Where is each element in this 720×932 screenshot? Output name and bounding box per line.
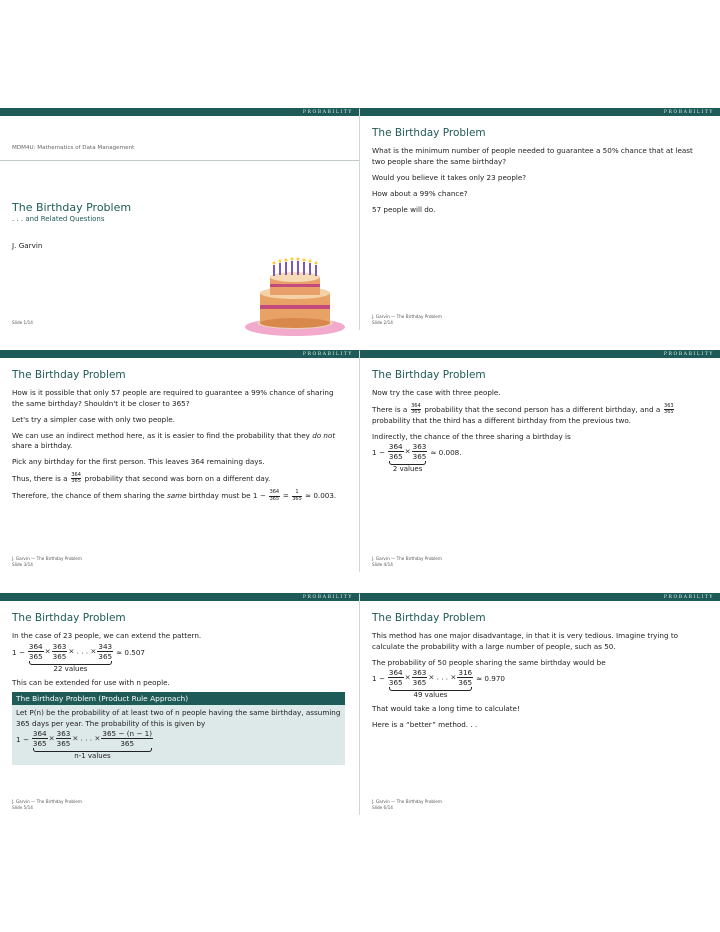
header-label: PROBABILITY xyxy=(302,595,353,600)
divider xyxy=(0,160,359,161)
theorem-text: Let P(n) be the probability of at least two of n people having the same birthday, assuming 365 days per year. The probability of this is given by xyxy=(16,708,341,728)
paragraph: Pick any birthday for the first person. This leaves 364 remaining days. xyxy=(12,457,265,466)
slide-number: Slide 3/14 xyxy=(12,561,33,567)
slide-4 xyxy=(360,350,720,572)
paragraph: In the case of 23 people, we can extend the pattern. xyxy=(12,631,202,640)
paragraph: How is it possible that only 57 people are required to guarantee a 99% chance of sharing the same birthday? Shouldn't it be closer to 365? xyxy=(12,388,334,408)
slide-5 xyxy=(0,593,360,815)
slide-6 xyxy=(360,593,720,815)
brace-label: 2 values xyxy=(392,465,423,474)
equation: 1 − $\frac{364}{365}$ × $\frac{363}{365}$ × . . . × $\frac{316}{365}$ 49 values ≈ 0.970 xyxy=(372,668,506,699)
slide-number: Slide 6/14 xyxy=(372,804,393,810)
header-label: PROBABILITY xyxy=(663,110,714,115)
footer-author: J. Garvin — The Birthday Problem xyxy=(12,556,82,561)
fraction: $\frac{364}{365}$ xyxy=(71,472,81,485)
slide-footer xyxy=(372,314,442,325)
slide-title: The Birthday Problem xyxy=(372,369,486,381)
slide-number: Slide 4/14 xyxy=(372,561,393,567)
paragraph: That would take a long time to calculate! xyxy=(372,704,520,713)
paragraph: Therefore, the chance of them sharing the same birthday must be 1 − $\frac{364}{365}$ = $\frac{1}{365}$ ≈ 0.003. xyxy=(12,489,337,502)
slide-title: The Birthday Problem xyxy=(372,127,486,139)
header-label: PROBABILITY xyxy=(302,110,353,115)
slide-footer xyxy=(372,556,442,567)
footer-author: J. Garvin — The Birthday Problem xyxy=(372,556,442,561)
paragraph: There is a $\frac{364}{365}$ probability that the second person has a different birthday, and a $\frac{363}{365}$ probability that the third has a different birthday from the previous two. xyxy=(372,403,674,425)
footer-author: J. Garvin — The Birthday Problem xyxy=(12,799,82,804)
slide-footer xyxy=(12,556,82,567)
equation: 1 − $\frac{364}{365}$ × $\frac{363}{365}$ × . . . × $\frac{343}{365}$ 22 values ≈ 0.507 xyxy=(12,641,146,673)
theorem-box xyxy=(12,692,345,765)
brace-label: n-1 values xyxy=(74,752,111,760)
paragraph: Let's try a simpler case with only two people. xyxy=(12,414,175,424)
brace-label: 22 values xyxy=(53,664,88,673)
fraction: $\frac{364}{365}$ xyxy=(411,403,421,416)
birthday-cake-image xyxy=(242,257,348,337)
fraction: $\frac{1}{365}$ xyxy=(292,489,302,502)
paragraph: We can use an indirect method here, as it is easier to find the probability that they do not share a birthday. xyxy=(12,430,336,450)
paragraph: Now try the case with three people. xyxy=(372,388,501,397)
slide-number: Slide 1/14 xyxy=(12,319,33,325)
fraction: $\frac{363}{365}$ xyxy=(664,403,674,416)
slide-title: The Birthday Problem xyxy=(372,612,486,624)
paragraph: What is the minimum number of people needed to guarantee a 50% chance that at least two people share the same birthday? xyxy=(372,146,693,166)
footer-author: J. Garvin — The Birthday Problem xyxy=(372,314,442,319)
slide-footer xyxy=(12,320,33,326)
author: J. Garvin xyxy=(12,241,43,250)
paragraph: Indirectly, the chance of the three sharing a birthday is xyxy=(372,431,571,441)
slide-3 xyxy=(0,350,360,572)
paragraph: Would you believe it takes only 23 people? xyxy=(372,172,527,182)
slide-2 xyxy=(360,108,720,330)
slide-footer xyxy=(372,799,442,810)
slide-number: Slide 2/14 xyxy=(372,319,393,325)
slide-1 xyxy=(0,108,360,330)
equation: 1 − $\frac{364}{365}$ × $\frac{363}{365}$ 2 values ≈ 0.008. xyxy=(372,442,462,474)
slide-title: The Birthday Problem xyxy=(12,369,126,381)
paragraph: 57 people will do. xyxy=(372,204,436,214)
fraction: $\frac{364}{365}$ xyxy=(269,489,280,502)
header-label: PROBABILITY xyxy=(302,352,353,357)
paragraph: Thus, there is a $\frac{364}{365}$ probability that second was born on a different day. xyxy=(12,472,271,485)
theorem-title: The Birthday Problem (Product Rule Approach) xyxy=(12,692,345,705)
course-name: MDM4U: Mathematics of Data Management xyxy=(12,145,135,151)
slide-title: The Birthday Problem xyxy=(12,612,126,624)
presentation-title: The Birthday Problem xyxy=(12,201,132,214)
slide-number: Slide 5/14 xyxy=(12,804,33,810)
paragraph: The probability of 50 people sharing the same birthday would be xyxy=(372,657,606,667)
header-label: PROBABILITY xyxy=(663,352,714,357)
paragraph: How about a 99% chance? xyxy=(372,188,468,198)
paragraph: This method has one major disadvantage, in that it is very tedious. Imagine trying to calculate the probability with a large number of people, such as 50. xyxy=(372,631,679,651)
brace-label: 49 values xyxy=(413,691,448,699)
slide-footer xyxy=(12,799,82,810)
theorem-body xyxy=(12,705,345,765)
header-label: PROBABILITY xyxy=(663,595,714,600)
equation: 1 − $\frac{364}{365}$ × $\frac{363}{365}$ × . . . × $\frac{365 - (n - 1)}{365}$ n-1 values xyxy=(16,729,153,760)
presentation-subtitle: . . . and Related Questions xyxy=(12,215,105,223)
paragraph: Here is a “better” method. . . xyxy=(372,720,478,729)
paragraph: This can be extended for use with n people. xyxy=(12,677,170,687)
footer-author: J. Garvin — The Birthday Problem xyxy=(372,799,442,804)
